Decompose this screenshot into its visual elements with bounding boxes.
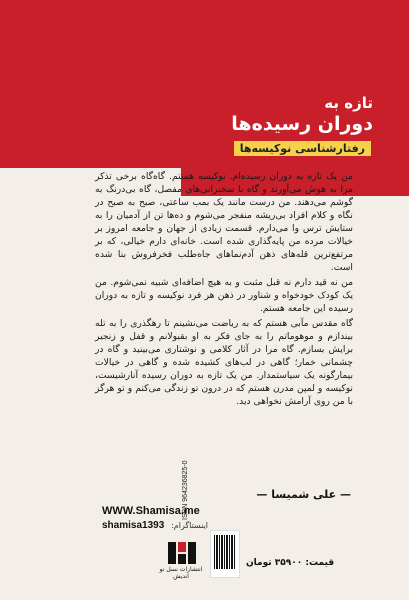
blurb-paragraph-3: گاه مقدس مآبی هستم که به ریاضت می‌نشینم تا رهگذری را به تله بیندازم و موهوماتم را به جای فکر به او بقبولانم و قفل و زنجیر برایش بسازم. گاه مرا در آثار کلامی و نوشتاری می‌بینید و گاه در چشمانی خمار؛ گاهی در لب‌های کشیده شده و گاهی در خیالات بیمارگونه یک سیاستمدار. من یک تازه به دوران رسیده آنارشیست، نوکیسه و لمپن مدرن هستم که در درون تو زندگی می‌کنم و تو هرگز با من روی آرامش نخواهی دید. xyxy=(95,318,353,407)
barcode xyxy=(210,530,240,578)
blurb-paragraph-1: من یک تازه به دوران رسیده‌ام. نوکیسه هستم. گاه‌گاه برخی تذکر مرا به هوش می‌آورند و گاه با سخنرانی‌های مفصل، گاه بی‌درنگ به گوشم می‌دهند. من درست مانند یک بمب ساعتی، صبح به صبح در نگاه و کلام افراد بی‌ریشه منفجر می‌شوم و ده‌ها تن از آدمیان را به ستایش ترس وا می‌دارم. قسمت زیادی از جهان و جامعه امروز بر خیالات مرده من پایه‌گذاری شده است. خانه‌ای دارم خیالی، که بر مرتفع‌ترین قله‌های ذهن آدم‌نماهای جاه‌طلب فخرفروش بنا شده است. xyxy=(95,171,353,273)
publisher-name: انتشارات نسل نو اندیش xyxy=(159,566,203,580)
barcode-icon xyxy=(214,535,236,569)
instagram-line xyxy=(102,520,302,531)
isbn-text: ISBN 964236825-0 xyxy=(182,460,189,520)
subtitle-tag: رفتارشناسی نوکیسه‌ها xyxy=(234,141,371,156)
publisher-logo-icon xyxy=(166,538,198,568)
instagram-label: :اینستاگرام xyxy=(171,521,209,530)
instagram-handle: shamisa1393 xyxy=(102,520,165,531)
blurb-paragraph-2: من نه قید دارم نه قبل مثبت و به هیچ اضافه‌ای شبیه نمی‌شوم. من یک کودک خودخواه و شناور در ذهن هر فرد نوکیسه و تازه به دوران رسیده این جامعه هستم. xyxy=(95,277,353,314)
title-line-2: دوران رسیده‌ها xyxy=(231,113,373,135)
author-signature: — علی شمیسا — xyxy=(256,488,351,501)
title-line-1: تازه به xyxy=(324,94,373,112)
price-label: قیمت: ۳۵۹۰۰ تومان xyxy=(246,558,335,568)
book-title xyxy=(231,94,373,136)
blurb-text xyxy=(95,170,353,410)
website-link: WWW.Shamisa.me xyxy=(102,505,200,517)
